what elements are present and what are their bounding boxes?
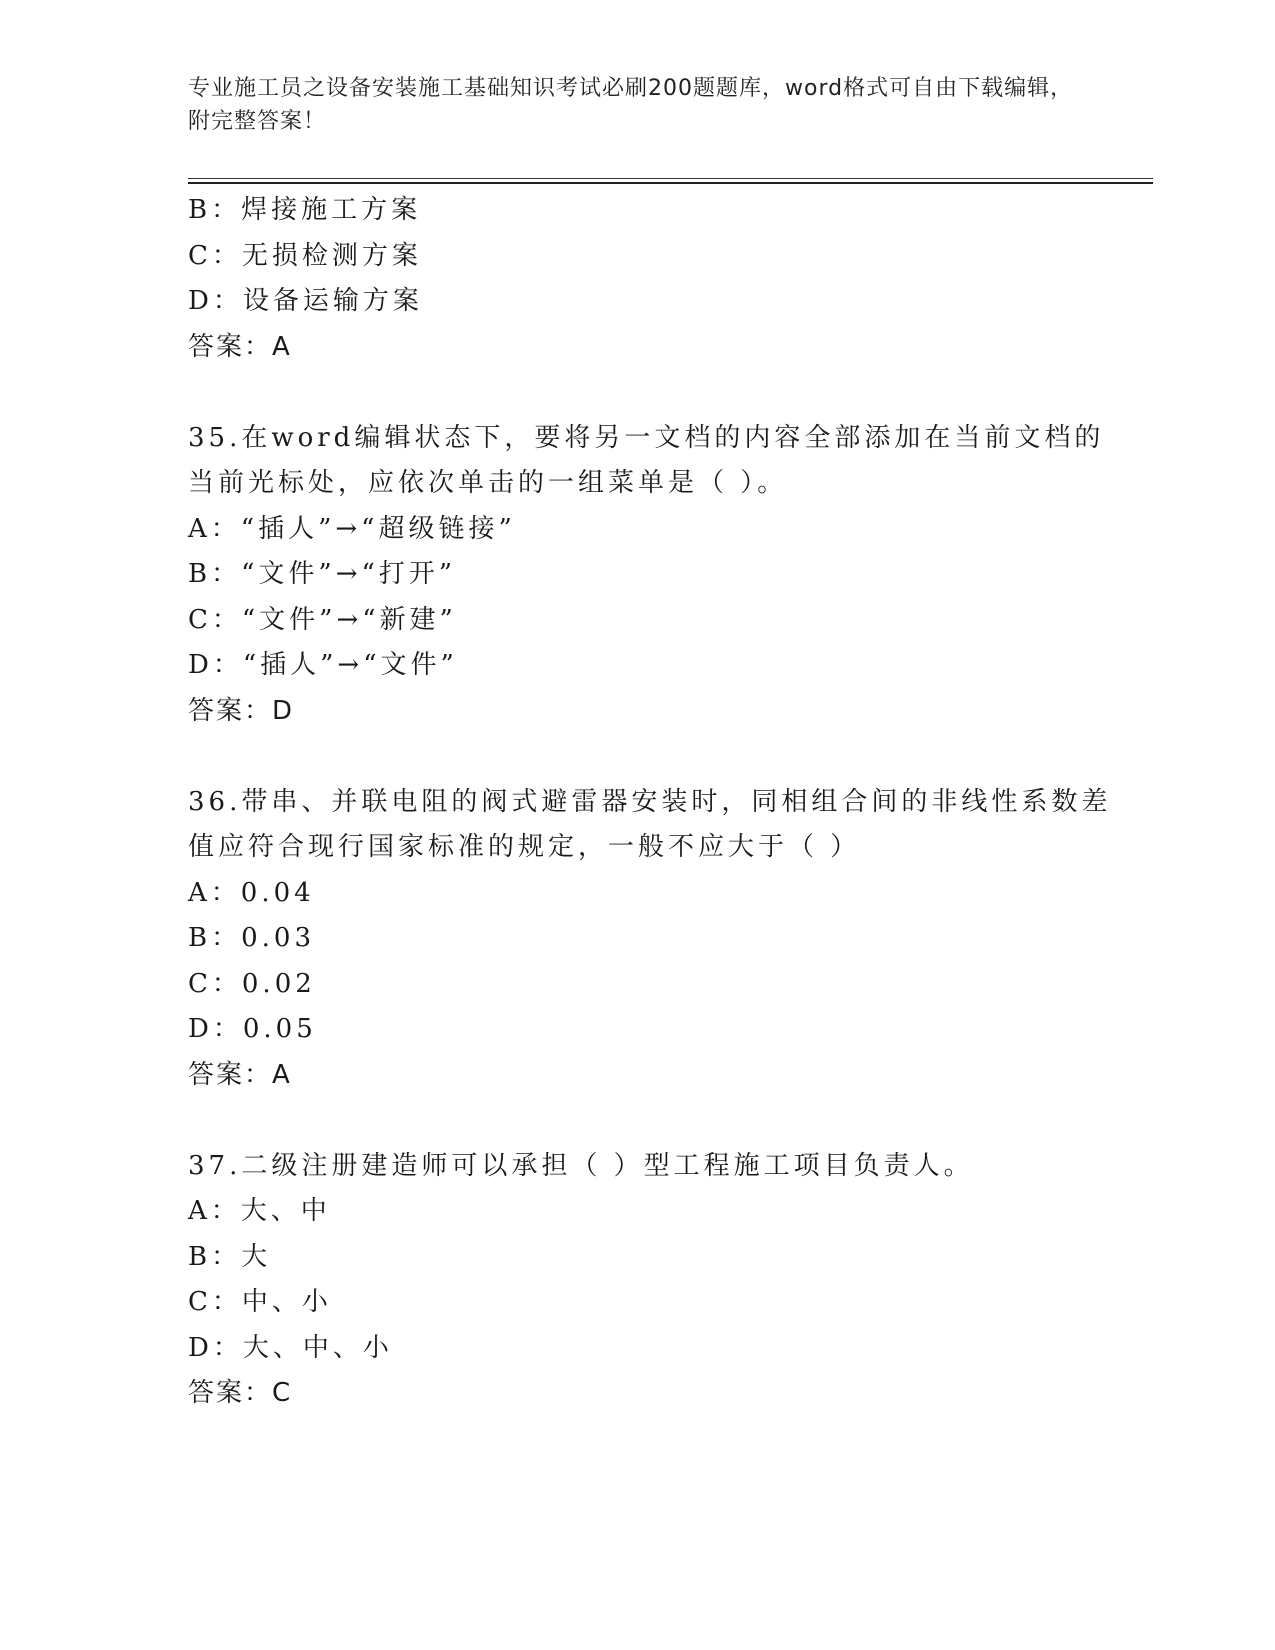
question-continued (188, 188, 1128, 370)
header-rule-thin (188, 178, 1153, 179)
question-stem: 35.在word编辑状态下，要将另一文档的内容全部添加在当前文档的当前光标处，应依次单击的一组菜单是（ ）。 (188, 422, 1105, 498)
option-c: C：“文件”→“新建” (188, 604, 457, 635)
option-c: C：0.02 (188, 968, 316, 999)
option-d: D：设备运输方案 (188, 286, 423, 316)
option-b: B：0.03 (188, 923, 315, 953)
document-body (188, 188, 1128, 1417)
question-stem: 36.带串、并联电阻的阀式避雷器安装时，同相组合间的非线性系数差值应符合现行国家标准的规定，一般不应大于（ ） (188, 786, 1112, 862)
document-header: 专业施工员之设备安装施工基础知识考试必刷200题题库，word格式可自由下载编辑，附完整答案！ (188, 76, 1074, 134)
question-36 (188, 780, 1128, 1099)
option-b: B：焊接施工方案 (188, 195, 422, 225)
question-stem: 37.二级注册建造师可以承担（ ）型工程施工项目负责人。 (188, 1150, 974, 1181)
answer: 答案：D (188, 695, 295, 726)
option-c: C：无损检测方案 (188, 240, 422, 271)
option-b: B：“文件”→“打开” (188, 559, 457, 589)
answer: 答案：C (188, 1378, 293, 1408)
option-d: D：0.05 (188, 1014, 317, 1044)
option-c: C：中、小 (188, 1287, 332, 1317)
answer: 答案：A (188, 331, 292, 362)
option-b: B：大 (188, 1241, 272, 1272)
option-a: A：“插人”→“超级链接” (188, 513, 516, 544)
question-35 (188, 416, 1128, 735)
option-a: A：0.04 (188, 877, 315, 908)
option-a: A：大、中 (188, 1196, 331, 1226)
option-d: D：大、中、小 (188, 1332, 393, 1363)
header-rule-thick (188, 182, 1153, 184)
question-37 (188, 1144, 1128, 1417)
option-d: D：“插人”→“文件” (188, 650, 458, 680)
answer: 答案：A (188, 1059, 292, 1090)
